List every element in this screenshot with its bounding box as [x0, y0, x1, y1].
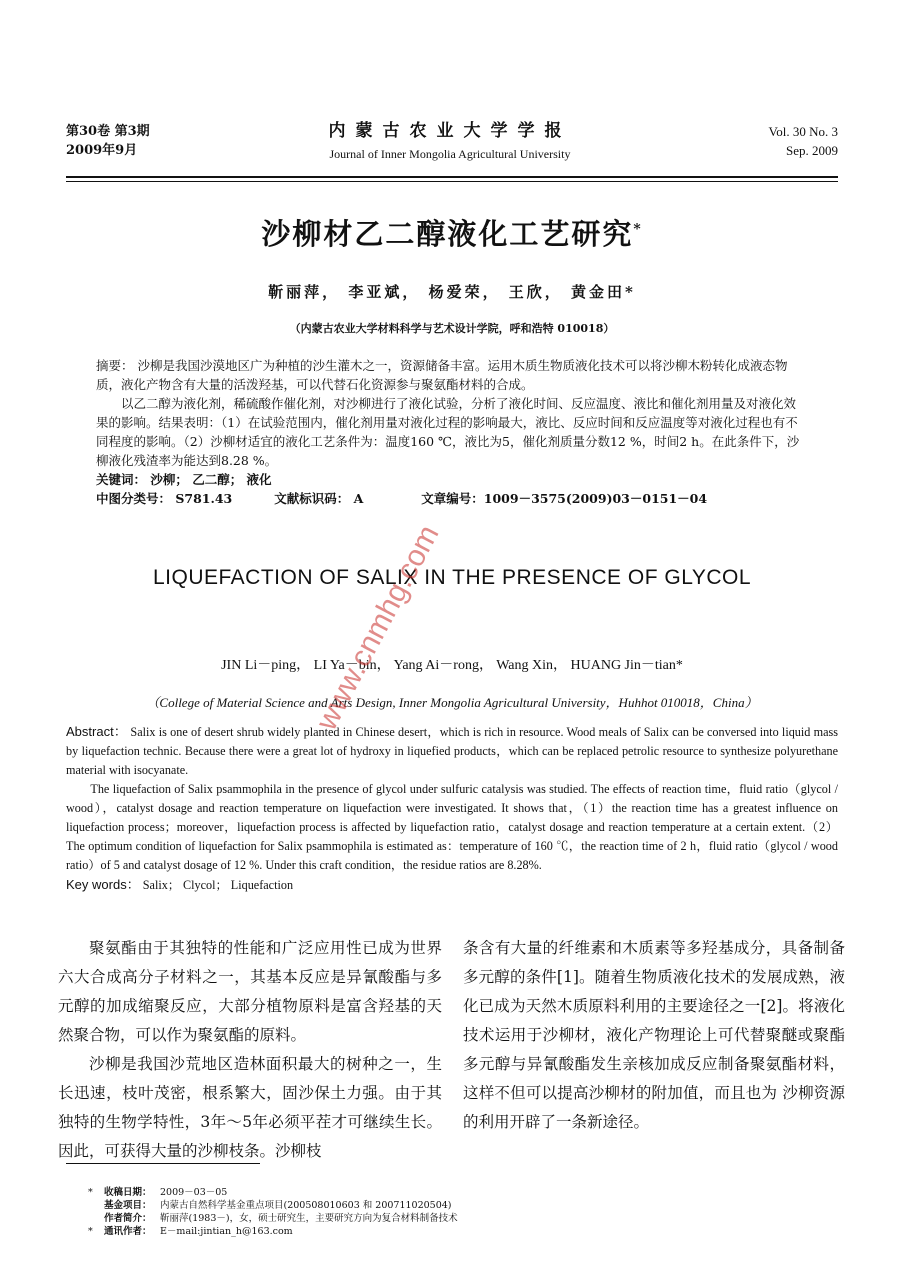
abstract-en-p2: The liquefaction of Salix psammophila in the presence of glycol under sulfuric catalysis was studied. The effects of reaction time，fluid ratio（glycol / wood），catalyst dosage and reaction temperature on liquefaction were investigated. It shows that，（1）the reaction time has a greatest influence on liquefaction process；moreover，liquefaction process is affected by liquefaction ratio，catalyst dosage and reaction temperature at a certain extent.（2）The optimum condition of liquefaction for Salix psammophila is estimated as：temperature of 160 ℃，the reaction time of 2 h，fluid ratio（glycol / wood ratio）of 5 and catalyst dosage of 12 %. Under this craft condition，the residue ratios are 8.28%. — [66, 782, 838, 872]
authors-en: JIN Li－ping， LI Ya－bin， Yang Ai－rong， Wang Xin， HUANG Jin－tian* — [221, 658, 683, 673]
body-paragraph: 条含有大量的纤维素和木质素等多羟基成分，具备制备多元醇的条件[1]。随着生物质液化技术的发展成熟，液化已成为天然木质原料利用的主要途径之一[2]。将液化技术运用于沙柳材，液化产物理论上可代替聚醚或聚酯多元醇与异氰酸酯发生亲核加成反应制备聚氨酯材料，这样不但可以提高沙柳材的附加值，而且也为 沙柳资源的利用开辟了一条新途径。 — [463, 939, 845, 1131]
title-footnote-mark: * — [633, 221, 643, 238]
affiliation-en: （College of Material Science and Arts Design, Inner Mongolia Agricultural University，Huhhot 010018，China） — [146, 695, 758, 710]
abstract-en-p1-text: Salix is one of desert shrub widely planted in Chinese desert，which is rich in resource. Wood meals of Salix can be conversed into liquid mass by liquefaction technic. Because there were a great lot of hydroxy in liquefied products，which can be replaced petrolic resource to synthesize polyurethane material with isocyanate. — [66, 725, 839, 777]
keywords-en — [66, 875, 838, 895]
abstract-cn-p2: 以乙二醇为液化剂，稀硫酸作催化剂，对沙柳进行了液化试验，分析了液化时间、反应温度、液比和催化剂用量及对液化效果的影响。结果表明：（1）在试验范围内，催化剂用量对液化过程的影响最大，液比、反应时间和反应温度等对液化过程也有不同程度的影响。（2）沙柳材适宜的液化工艺条件为：温度160 ℃，液比为5，催化剂质量分数12 %，时间2 h。在此条件下，沙柳液化残渣率为能达到8.28 %。 — [96, 396, 800, 468]
body-paragraph: 聚氨酯由于其独特的性能和广泛应用性已成为世界六大合成高分子材料之一，其基本反应是异氰酸酯与多元醇的加成缩聚反应，大部分植物原料是富含羟基的天然聚合物，可以作为聚氨酯的原料。 — [58, 939, 442, 1044]
footnote-received: * 收稿日期： 2009－03－05 — [88, 1187, 228, 1198]
title-text: 沙柳材乙二醇液化工艺研究 — [261, 217, 634, 251]
authors-cn: 靳丽萍， 李亚斌， 杨爱荣， 王欣， 黄金田* — [268, 283, 636, 301]
header-rule-thick — [66, 176, 838, 178]
header-rule-thin — [66, 181, 838, 182]
body-column-left — [58, 934, 442, 1166]
journal-name-cn: 内蒙古农业大学学报 — [328, 121, 572, 141]
article-number: 文章编号：1009－3575(2009)03－0151－04 — [421, 491, 708, 506]
volume-en: Vol. 30 No. 3 — [768, 124, 838, 139]
header-left — [66, 122, 150, 160]
affiliation-cn: （内蒙古农业大学材料科学与艺术设计学院，呼和浩特 010018） — [289, 322, 615, 335]
clc-number: 中图分类号： S781.43 — [96, 491, 233, 506]
keywords-en-text: Salix； Clycol； Liquefaction — [142, 878, 294, 892]
keywords-en-label: Key words： — [66, 877, 140, 892]
body-paragraph: 沙柳是我国沙荒地区造林面积最大的树种之一，生长迅速，枝叶茂密，根系繁大，固沙保土力强。由于其独特的生物学特性，3年～5年必须平茬才可继续生长。因此，可获得大量的沙柳枝条。沙柳枝 — [58, 1055, 442, 1160]
watermark: www.cnmhg.com — [310, 519, 446, 736]
abstract-cn — [96, 356, 808, 508]
footnote-corresponding: * 通讯作者： E－mail:jintian_h@163.com — [88, 1226, 293, 1237]
abstract-en-label: Abstract： — [66, 724, 128, 739]
document-code: 文献标识码： A — [274, 491, 364, 506]
abstract-en-p1 — [66, 722, 838, 780]
header-right — [769, 122, 838, 160]
date-en: Sep. 2009 — [786, 143, 838, 158]
abstract-en — [66, 722, 838, 895]
footnote-author: 作者简介： 靳丽萍(1983－)，女，硕士研究生，主要研究方向为复合材料制备技术 — [104, 1213, 458, 1224]
journal-header — [280, 116, 620, 162]
paper-title-en: LIQUEFACTION OF SALIX IN THE PRESENCE OF GLYCOL — [152, 566, 752, 589]
journal-name-en: Journal of Inner Mongolia Agricultural University — [329, 147, 571, 161]
footnote-fund: 基金项目： 内蒙古自然科学基金重点项目(200508010603 和 200711020504) — [104, 1200, 452, 1211]
footnote — [88, 1186, 788, 1238]
body-column-right — [463, 934, 845, 1137]
classification-row — [96, 489, 808, 508]
date-cn: 2009年9月 — [66, 143, 138, 158]
keywords-cn: 关键词： 沙柳； 乙二醇； 液化 — [96, 472, 272, 487]
paper-title-cn — [0, 212, 904, 253]
abstract-cn-p1: 摘要： 沙柳是我国沙漠地区广为种植的沙生灌木之一，资源储备丰富。运用木质生物质液化技术可以将沙柳木粉转化成液态物质，液化产物含有大量的活泼羟基，可以代替石化资源参与聚氨酯材料的合成。 — [96, 358, 788, 392]
footnote-rule — [66, 1163, 260, 1164]
volume-cn: 第30卷 第3期 — [66, 124, 150, 139]
